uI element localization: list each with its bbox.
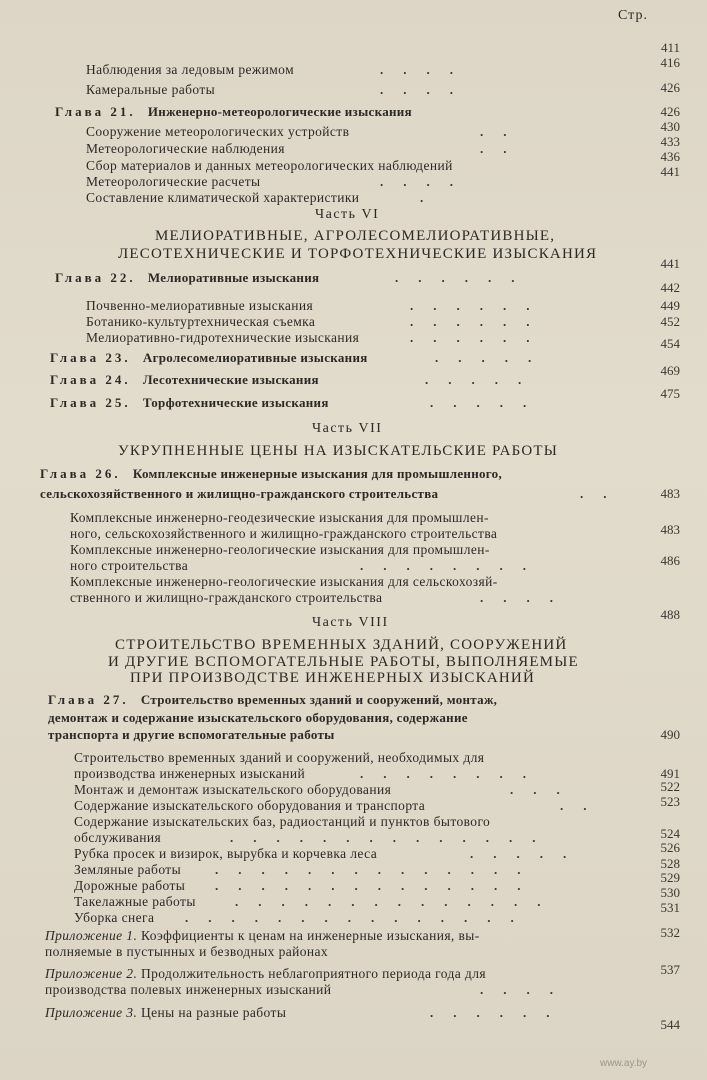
toc-entry <box>74 894 196 910</box>
entry-title: Инженерно-метеорологические изыскания <box>147 104 412 119</box>
page-number: 530 <box>660 885 680 900</box>
toc-entry <box>74 830 161 846</box>
leader-dots: ...... <box>410 298 550 313</box>
page-number: 426 <box>660 104 680 119</box>
toc-entry <box>74 862 181 878</box>
entry-prefix: Глава 24. <box>50 372 137 387</box>
leader-dots: ...... <box>430 1005 570 1020</box>
leader-dots: .............. <box>235 894 561 909</box>
leader-dots: .............. <box>215 878 541 893</box>
page-number: 416 <box>660 55 680 70</box>
entry-title: Торфотехнические изыскания <box>142 395 329 410</box>
toc-entry <box>74 814 490 830</box>
entry-title: Комплексные инженерно-геологические изыскания для промышлен- <box>70 542 490 557</box>
entry-prefix: Приложение 3. <box>45 1005 141 1020</box>
page-number: 523 <box>660 794 680 809</box>
leader-dots: .... <box>480 982 573 997</box>
page-number: 441 <box>660 256 680 271</box>
page-number: 528 <box>660 856 680 871</box>
entry-title: Монтаж и демонтаж изыскательского оборудования <box>74 782 392 797</box>
page-number: 544 <box>660 1017 680 1032</box>
toc-entry <box>86 174 261 190</box>
entry-title: Комплексные инженерно-геологические изыскания для сельскохозяй- <box>70 574 498 589</box>
page-number: 441 <box>660 164 680 179</box>
page-number: 436 <box>660 149 680 164</box>
part-heading <box>118 443 558 460</box>
leader-dots: . <box>420 190 444 205</box>
entry-title: Содержание изыскательского оборудования и транспорта <box>74 798 426 813</box>
leader-dots: ........ <box>360 558 546 573</box>
toc-entry <box>86 62 294 78</box>
toc-entry <box>70 526 497 542</box>
page-number: 411 <box>660 40 680 55</box>
entry-title: ЛЕСОТЕХНИЧЕСКИЕ И ТОРФОТЕХНИЧЕСКИЕ ИЗЫСКАНИЯ <box>118 246 598 262</box>
part-heading <box>115 637 567 654</box>
leader-dots: ... <box>510 782 580 797</box>
toc-entry <box>74 846 377 862</box>
page-number: 442 <box>660 280 680 295</box>
toc-entry <box>86 298 313 314</box>
page-number: 469 <box>660 363 680 378</box>
entry-title: ного строительства <box>70 558 189 573</box>
leader-dots: ..... <box>425 372 542 387</box>
toc-entry <box>45 1005 286 1021</box>
page-number: 526 <box>660 840 680 855</box>
entry-title: производства инженерных изысканий <box>74 766 306 781</box>
entry-prefix: Приложение 1. <box>45 928 141 943</box>
entry-title: Наблюдения за ледовым режимом <box>86 62 295 77</box>
entry-title: Составление климатической характеристики <box>86 190 360 205</box>
entry-title: Продолжительность неблагоприятного периода года для <box>141 966 486 981</box>
leader-dots: ...... <box>395 270 535 285</box>
page-number: 529 <box>660 870 680 885</box>
entry-prefix: Глава 22. <box>55 270 142 285</box>
entry-title: Содержание изыскательских баз, радиостанций и пунктов бытового <box>74 814 491 829</box>
page-number: 532 <box>660 925 680 940</box>
entry-prefix: Глава 23. <box>50 350 137 365</box>
toc-entry <box>86 82 215 98</box>
leader-dots: .............. <box>215 862 541 877</box>
page-number: 537 <box>660 962 680 977</box>
leader-dots: .. <box>480 124 527 139</box>
entry-prefix: Приложение 2. <box>45 966 141 981</box>
chapter-entry <box>50 372 319 388</box>
page-number: 531 <box>660 900 680 915</box>
page-number: 433 <box>660 134 680 149</box>
leader-dots: .. <box>580 486 627 501</box>
page-number: 524 <box>660 826 680 841</box>
entry-title: Сбор материалов и данных метеорологических наблюдений <box>86 158 453 173</box>
toc-entry <box>74 782 391 798</box>
leader-dots: .... <box>480 590 573 605</box>
toc-entry <box>86 190 359 206</box>
entry-title: Строительство временных зданий и сооружений, монтаж, <box>140 692 498 707</box>
entry-title: Дорожные работы <box>74 878 186 893</box>
page-column-header: Стр. <box>618 8 648 23</box>
toc-entry <box>70 510 489 526</box>
entry-title: Почвенно-мелиоративные изыскания <box>86 298 314 313</box>
entry-title: Комплексные инженерно-геодезические изыскания для промышлен- <box>70 510 489 525</box>
toc-entry <box>74 878 185 894</box>
leader-dots: .............. <box>230 830 556 845</box>
page-number: 475 <box>660 386 680 401</box>
chapter-entry <box>40 486 438 502</box>
page-number: 486 <box>660 553 680 568</box>
leader-dots: ............... <box>185 910 534 925</box>
entry-title: полняемые в пустынных и безводных районах <box>45 944 329 959</box>
entry-title: Такелажные работы <box>74 894 196 909</box>
leader-dots: .... <box>380 62 473 77</box>
page-number: 488 <box>660 607 680 622</box>
entry-prefix: Глава 27. <box>48 692 135 707</box>
page-number: 449 <box>660 298 680 313</box>
toc-entry <box>74 750 484 766</box>
part-heading <box>130 670 535 687</box>
entry-title: И ДРУГИЕ ВСПОМОГАТЕЛЬНЫЕ РАБОТЫ, ВЫПОЛНЯЕМЫЕ <box>108 654 579 670</box>
entry-title: сельскохозяйственного и жилищно-гражданского строительства <box>40 486 439 501</box>
toc-entry <box>45 982 331 998</box>
leader-dots: ........ <box>360 766 546 781</box>
entry-title: Лесотехнические изыскания <box>142 372 319 387</box>
chapter-entry <box>40 466 502 482</box>
entry-prefix: Глава 26. <box>40 466 127 481</box>
entry-title: ственного и жилищно-гражданского строительства <box>70 590 383 605</box>
leader-dots: ..... <box>435 350 552 365</box>
entry-title: Мелиоративно-гидротехнические изыскания <box>86 330 360 345</box>
toc-entry <box>86 330 359 346</box>
toc-entry <box>70 542 490 558</box>
page-number: 483 <box>660 522 680 537</box>
toc-entry <box>45 928 480 944</box>
entry-title: транспорта и другие вспомогательные работы <box>48 727 335 742</box>
watermark: www.ay.by <box>600 1058 648 1069</box>
entry-title: УКРУПНЕННЫЕ ЦЕНЫ НА ИЗЫСКАТЕЛЬСКИЕ РАБОТЫ <box>118 443 559 459</box>
entry-title: производства полевых инженерных изысканий <box>45 982 332 997</box>
page-number: 452 <box>660 314 680 329</box>
leader-dots: ..... <box>470 846 587 861</box>
entry-title: ного, сельскохозяйственного и жилищно-гражданского строительства <box>70 526 498 541</box>
entry-title: ПРИ ПРОИЗВОДСТВЕ ИНЖЕНЕРНЫХ ИЗЫСКАНИЙ <box>130 670 535 686</box>
leader-dots: ...... <box>410 314 550 329</box>
page-number: 522 <box>660 779 680 794</box>
leader-dots: .... <box>380 82 473 97</box>
leader-dots: .. <box>480 141 527 156</box>
entry-title: Метеорологические расчеты <box>86 174 261 189</box>
part-heading <box>315 207 379 223</box>
part-heading <box>312 615 389 631</box>
toc-entry <box>86 124 349 140</box>
leader-dots: ..... <box>430 395 547 410</box>
entry-title: Камеральные работы <box>86 82 216 97</box>
entry-title: Часть VIII <box>312 615 389 630</box>
chapter-entry <box>48 710 468 726</box>
entry-title: Рубка просек и визирок, вырубка и корчевка леса <box>74 846 378 861</box>
toc-entry <box>70 574 498 590</box>
entry-title: Цены на разные работы <box>141 1005 287 1020</box>
chapter-entry <box>48 727 335 743</box>
entry-prefix: Глава 25. <box>50 395 137 410</box>
entry-title: Комплексные инженерные изыскания для промышленного, <box>132 466 503 481</box>
entry-title: Коэффициенты к ценам на инженерные изыскания, вы- <box>141 928 480 943</box>
part-heading <box>312 421 382 437</box>
entry-title: МЕЛИОРАТИВНЫЕ, АГРОЛЕСОМЕЛИОРАТИВНЫЕ, <box>155 228 556 244</box>
toc-entry <box>70 590 382 606</box>
page-number: 483 <box>660 486 680 501</box>
chapter-entry <box>48 692 497 708</box>
entry-title: Агролесомелиоративные изыскания <box>142 350 368 365</box>
entry-title: Сооружение метеорологических устройств <box>86 124 350 139</box>
chapter-entry <box>50 395 329 411</box>
toc-entry <box>86 158 453 174</box>
leader-dots: ...... <box>410 330 550 345</box>
chapter-entry <box>55 104 412 120</box>
entry-title: Часть VI <box>315 207 380 222</box>
page-number: 426 <box>660 80 680 95</box>
page-number: 430 <box>660 119 680 134</box>
entry-title: Мелиоративные изыскания <box>147 270 320 285</box>
toc-entry <box>70 558 188 574</box>
toc-entry <box>45 944 328 960</box>
part-heading <box>155 228 555 245</box>
toc-entry <box>86 141 285 157</box>
part-heading <box>118 246 597 263</box>
entry-title: Земляные работы <box>74 862 182 877</box>
entry-title: демонтаж и содержание изыскательского оборудования, содержание <box>48 710 468 725</box>
entry-title: СТРОИТЕЛЬСТВО ВРЕМЕННЫХ ЗДАНИЙ, СООРУЖЕНИЙ <box>115 637 568 653</box>
part-heading <box>108 654 579 671</box>
chapter-entry <box>55 270 319 286</box>
entry-title: Строительство временных зданий и сооружений, необходимых для <box>74 750 485 765</box>
entry-prefix: Глава 21. <box>55 104 142 119</box>
page-number: 454 <box>660 336 680 351</box>
toc-entry <box>86 314 315 330</box>
toc-entry <box>45 966 486 982</box>
leader-dots: .... <box>380 174 473 189</box>
entry-title: обслуживания <box>74 830 162 845</box>
leader-dots: .. <box>560 798 607 813</box>
toc-entry <box>74 766 305 782</box>
entry-title: Уборка снега <box>74 910 155 925</box>
toc-entry <box>74 910 154 926</box>
entry-title: Часть VII <box>312 421 383 436</box>
toc-entry <box>74 798 425 814</box>
entry-title: Ботанико-культуртехническая съемка <box>86 314 316 329</box>
chapter-entry <box>50 350 368 366</box>
page-number: 490 <box>660 727 680 742</box>
page-number: 491 <box>660 766 680 781</box>
entry-title: Метеорологические наблюдения <box>86 141 285 156</box>
